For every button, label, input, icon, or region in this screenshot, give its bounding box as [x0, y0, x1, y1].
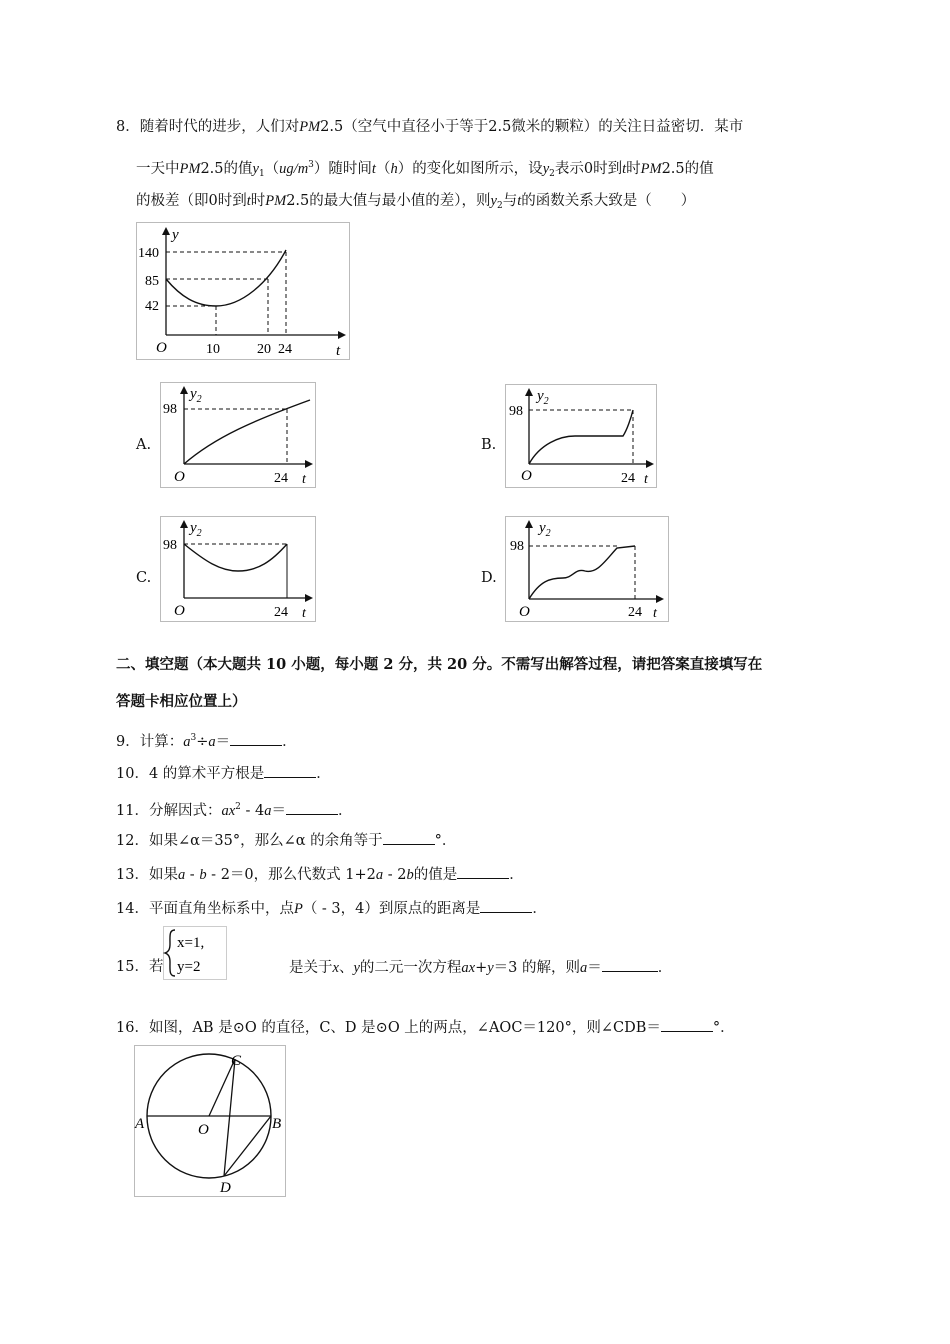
x-axis-label: t [653, 606, 657, 621]
x-tick-24: 24 [274, 471, 288, 486]
q8-line1: 8．随着时代的进步，人们对PM2.5（空气中直径小于等于2.5微米的颗粒）的关注日益密切．某市 [116, 119, 744, 135]
x-axis-label: t [302, 472, 306, 487]
q12-answer-blank[interactable] [383, 830, 435, 845]
x-axis-arrow [338, 331, 346, 339]
q13: 13．如果a - b - 2＝0，那么代数式 1+2a - 2b的值是 ． [116, 864, 524, 885]
option-a-graph[interactable] [160, 382, 316, 488]
label-d: D [220, 1180, 231, 1196]
left-brace [165, 930, 175, 976]
origin-label: O [174, 603, 185, 619]
option-c-label[interactable]: C. [136, 570, 152, 586]
q8-line3: 的极差（即0时到t时PM2.5的最大值与最小值的差），则$y_2$与t的函数关系大致是（ ） [136, 193, 696, 211]
section2-heading-line1: 二、填空题（本大题共 10 小题，每小题 2 分，共 20 分。不需写出解答过程，请把答案直接填写在 [116, 656, 763, 673]
q15-answer-blank[interactable] [602, 957, 658, 972]
q14-answer-blank[interactable] [480, 898, 532, 913]
option-c-graph[interactable] [160, 516, 316, 622]
q16-circle-figure [134, 1045, 286, 1197]
eq2: y=2 [177, 959, 201, 975]
y-axis-label: $y_2$ [539, 520, 551, 539]
q12: 12．如果∠α＝35°，那么∠α 的余角等于 °． [116, 830, 456, 851]
x-tick-24: 24 [628, 605, 642, 620]
q14: 14．平面直角坐标系中，点P（ - 3，4）到原点的距离是 ． [116, 898, 547, 919]
y-tick-98: 98 [509, 404, 523, 419]
origin-label: O [521, 468, 532, 484]
x-axis-label: t [302, 606, 306, 621]
section2-heading-line2: 答题卡相应位置上） [116, 693, 247, 710]
label-a: A [135, 1116, 145, 1132]
option-b-label[interactable]: B. [481, 437, 497, 453]
q11: 11．分解因式：$ax^2 - 4a=$ ． [116, 802, 353, 819]
x-axis-label: t [336, 343, 341, 359]
q16-answer-blank[interactable] [661, 1017, 713, 1032]
label-o: O [198, 1122, 209, 1138]
label-c: C [231, 1053, 242, 1069]
origin-label: O [156, 340, 167, 356]
x-tick-24: 24 [274, 605, 288, 620]
y-axis-label: $y_2$ [190, 386, 202, 405]
label-b: B [272, 1116, 282, 1132]
q9: 9．计算：$a^3\div a=$ ． [116, 733, 297, 750]
y-tick-140: 140 [138, 246, 159, 261]
segment-cd [224, 1059, 235, 1176]
y-axis-arrow [162, 227, 170, 235]
option-b-graph[interactable] [505, 384, 657, 488]
q16: 16．如图，AB 是⊙O 的直径，C、D 是⊙O 上的两点，∠AOC＝120°，则∠CDB＝ °． [116, 1017, 735, 1038]
y-tick-42: 42 [145, 299, 159, 314]
option-d-graph[interactable] [505, 516, 669, 622]
option-d-label[interactable]: D. [481, 570, 497, 586]
q9-answer-blank[interactable] [230, 731, 282, 746]
q15-equation-system [163, 926, 227, 980]
q8-line2: 一天中PM2.5的值$y_1(ug/m^3)$随时间t（h）的变化如图所示，设$y_2$表示0时到t时PM2.5的值 [136, 160, 714, 179]
y-axis-label: $y_2$ [537, 388, 549, 407]
x-tick-24: 24 [621, 471, 635, 486]
eq1: x=1, [177, 935, 205, 951]
q13-answer-blank[interactable] [457, 864, 509, 879]
origin-label: O [174, 469, 185, 485]
q11-answer-blank[interactable] [286, 800, 338, 815]
q15: 15．若 [116, 959, 164, 975]
y-axis-label: y [172, 227, 179, 243]
y-tick-98: 98 [510, 539, 524, 554]
y-axis-label: $y_2$ [190, 520, 202, 539]
q10: 10．4 的算术平方根是 ． [116, 763, 331, 784]
x-tick-10: 10 [206, 342, 220, 357]
x-axis-label: t [644, 472, 648, 487]
option-a-label[interactable]: A. [136, 437, 152, 453]
x-tick-24: 24 [278, 342, 292, 357]
y-tick-85: 85 [145, 274, 159, 289]
y-tick-98: 98 [163, 538, 177, 553]
q10-answer-blank[interactable] [264, 763, 316, 778]
y-tick-98: 98 [163, 402, 177, 417]
origin-label: O [519, 604, 530, 620]
q15-text: 是关于x、y的二元一次方程ax+y＝3 的解，则a＝ ． [289, 957, 672, 978]
pm-curve [166, 250, 286, 306]
q8-main-graph [136, 222, 350, 360]
x-tick-20: 20 [257, 342, 271, 357]
